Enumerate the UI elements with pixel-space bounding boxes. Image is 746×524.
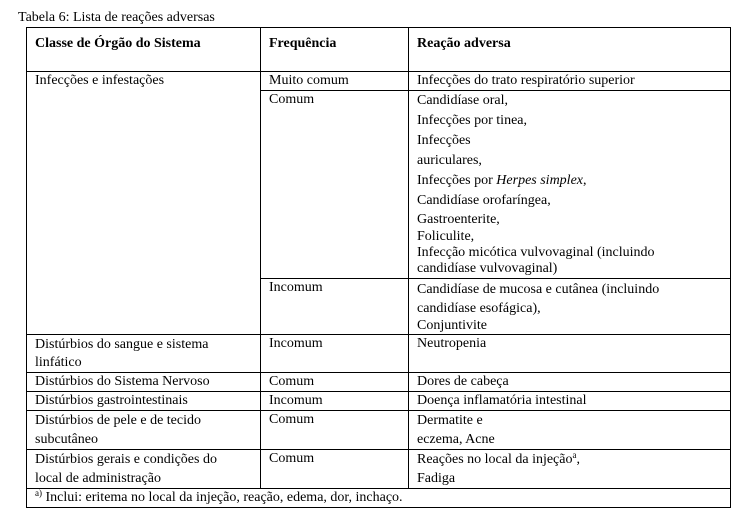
system-line: subcutâneo	[35, 432, 98, 447]
system-line: Distúrbios do sangue e sistema	[35, 337, 209, 352]
reaction-line	[417, 171, 722, 191]
footnote-marker: a)	[35, 488, 42, 498]
reaction-text: Reações no local da injeção	[417, 452, 573, 467]
table-row	[27, 335, 731, 373]
header-frequency: Frequência	[261, 28, 409, 72]
reaction-line: candidíase esofágica),	[417, 301, 541, 316]
reaction-line: Candidíase oral,	[417, 93, 508, 108]
reaction-line: Candidíase de mucosa e cutânea (incluindo	[417, 282, 660, 297]
reaction-text: ,	[576, 452, 580, 467]
reaction-line: Dermatite e	[417, 413, 483, 428]
reaction-italic-text: Herpes simplex	[496, 173, 583, 188]
reaction-cell: Neutropenia	[409, 335, 731, 373]
reaction-line: Candidíase orofaríngea,	[417, 193, 551, 208]
table-row	[27, 373, 731, 392]
footnote-text: Inclui: eritema no local da injeção, reação, edema, dor, inchaço.	[42, 490, 403, 505]
reaction-cell	[409, 411, 731, 450]
reaction-cell: Infecções do trato respiratório superior	[409, 72, 731, 91]
system-cell-infeccoes: Infecções e infestações	[27, 72, 261, 335]
system-line: Distúrbios de pele e de tecido	[35, 413, 202, 428]
reaction-line: Infecção micótica vulvovaginal (incluindo	[417, 245, 655, 260]
system-cell	[27, 411, 261, 450]
table-row	[27, 392, 731, 411]
system-line: Distúrbios gerais e condições do	[35, 452, 217, 467]
header-adverse-reaction: Reação adversa	[409, 28, 731, 72]
reaction-cell	[409, 450, 731, 489]
reaction-line: Fadiga	[417, 471, 456, 486]
table-row	[27, 72, 731, 91]
reaction-line: Foliculite,	[417, 229, 475, 244]
frequency-cell: Comum	[261, 373, 409, 392]
system-cell: Distúrbios do Sistema Nervoso	[27, 373, 261, 392]
frequency-cell: Comum	[261, 450, 409, 489]
frequency-cell: Muito comum	[261, 72, 409, 91]
reaction-text: ,	[583, 173, 587, 188]
reaction-cell	[409, 279, 731, 335]
system-line: local de administração	[35, 471, 161, 486]
reaction-cell: Doença inflamatória intestinal	[409, 392, 731, 411]
table-row	[27, 450, 731, 489]
reaction-cell	[409, 91, 731, 279]
table-header-row	[27, 28, 731, 72]
reaction-line: auriculares,	[417, 153, 482, 168]
reaction-line	[417, 450, 722, 470]
frequency-cell: Comum	[261, 91, 409, 279]
adverse-reactions-table	[26, 27, 731, 508]
table-caption: Tabela 6: Lista de reações adversas	[18, 10, 215, 25]
system-cell: Distúrbios gastrointestinais	[27, 392, 261, 411]
reaction-line: Gastroenterite,	[417, 212, 500, 227]
frequency-cell: Comum	[261, 411, 409, 450]
reaction-cell: Dores de cabeça	[409, 373, 731, 392]
table-row	[27, 411, 731, 450]
reaction-text: Infecções por	[417, 173, 497, 188]
footnote-marker: a	[572, 450, 577, 460]
frequency-cell: Incomum	[261, 392, 409, 411]
footnote-row	[27, 489, 731, 508]
reaction-line: Conjuntivite	[417, 318, 487, 333]
reaction-line: Infecções por tinea,	[417, 113, 527, 128]
system-line: linfático	[35, 355, 82, 370]
system-cell	[27, 450, 261, 489]
system-cell	[27, 335, 261, 373]
reaction-line: Infecções	[417, 133, 471, 148]
header-system-organ-class: Classe de Órgão do Sistema	[27, 28, 261, 72]
reaction-line: candidíase vulvovaginal)	[417, 261, 558, 276]
frequency-cell: Incomum	[261, 335, 409, 373]
reaction-line: eczema, Acne	[417, 432, 495, 447]
frequency-cell: Incomum	[261, 279, 409, 335]
footnote-cell	[27, 489, 731, 508]
